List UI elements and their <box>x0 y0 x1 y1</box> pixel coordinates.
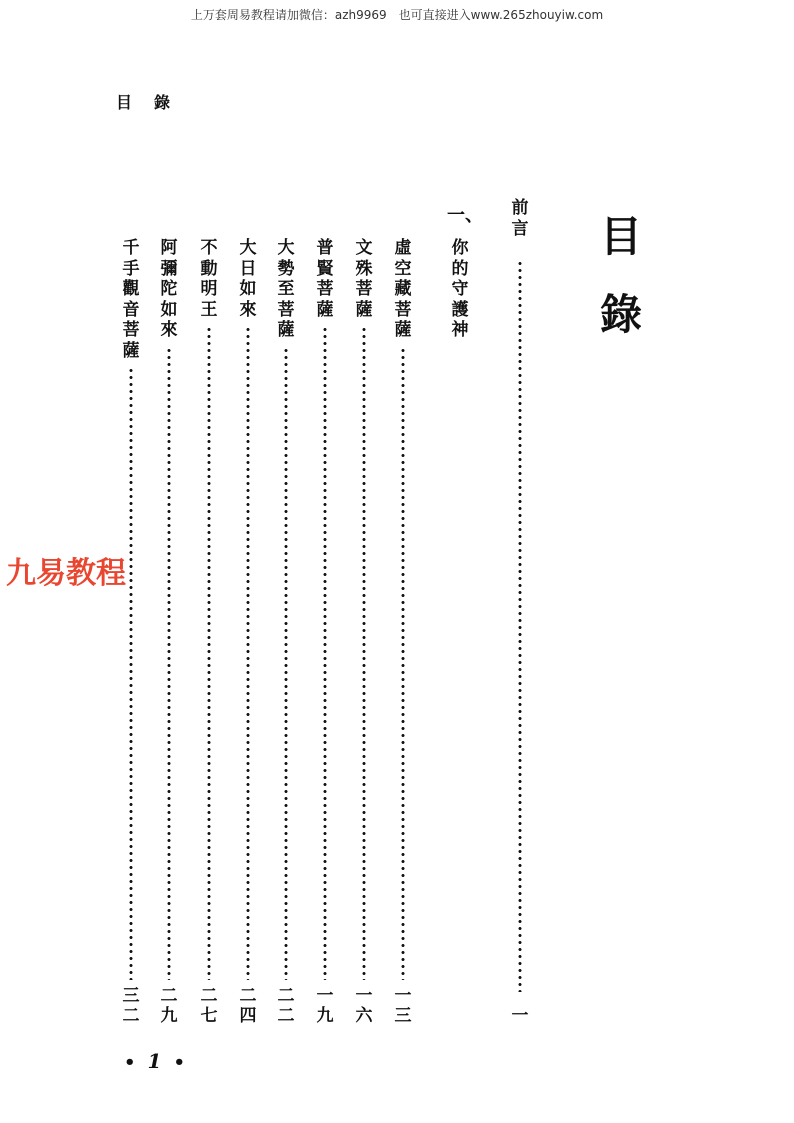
chapter-title: 你的守護神 <box>451 238 469 340</box>
toc-entry[interactable] <box>273 198 299 1026</box>
toc-entry-title: 不動明王 <box>200 238 218 320</box>
toc-entry[interactable] <box>235 198 261 1026</box>
dot-leader <box>167 347 171 981</box>
running-head: 目錄 <box>116 93 193 112</box>
toc-entry-page: 一六 <box>355 986 373 1026</box>
dot-leader <box>323 326 327 980</box>
dot-leader <box>362 326 366 980</box>
toc-entry-title: 大勢至菩薩 <box>277 238 295 340</box>
toc-entry-page: 二七 <box>200 986 218 1026</box>
toc-chapter-heading[interactable] <box>447 198 483 1026</box>
watermark-logo: 九易教程 <box>6 556 126 591</box>
dot-leader <box>246 326 250 980</box>
toc-entry[interactable] <box>312 198 338 1026</box>
toc-entry[interactable] <box>351 198 377 1026</box>
toc-entry[interactable] <box>118 198 144 1026</box>
toc-entry-page: 二九 <box>160 986 178 1026</box>
toc-entry-page: 一三 <box>394 986 412 1026</box>
toc-entry-page: 一九 <box>316 986 334 1026</box>
title-char: 錄 <box>599 290 642 339</box>
toc-entry-title: 文殊菩薩 <box>355 238 373 320</box>
download-banner: 上万套周易教程请加微信：azh9969 也可直接进入www.265zhouyiw.com <box>190 8 604 22</box>
toc-entry-preface[interactable] <box>507 198 533 1026</box>
dot-leader <box>129 367 133 980</box>
toc-entry-title: 前言 <box>511 198 529 239</box>
toc-entry-page: 二二 <box>277 986 295 1026</box>
toc-entry-page: 一 <box>511 1006 529 1026</box>
bullet-icon: • <box>173 1052 185 1073</box>
toc-entry-title: 普賢菩薩 <box>316 238 334 320</box>
toc-entry[interactable] <box>390 198 416 1026</box>
toc-entry[interactable] <box>156 198 182 1026</box>
toc-entry-title: 虛空藏菩薩 <box>394 238 412 340</box>
toc-entry-page: 二四 <box>239 986 257 1026</box>
toc-entry[interactable] <box>196 198 222 1026</box>
toc-entry-title: 千手觀音菩薩 <box>122 238 140 361</box>
dot-leader <box>401 347 405 981</box>
bullet-icon: • <box>124 1052 136 1073</box>
toc-entry-title: 大日如來 <box>239 238 257 320</box>
toc-entry-title: 阿彌陀如來 <box>160 238 178 340</box>
page-title <box>598 198 644 354</box>
page-number-value: 1 <box>147 1049 162 1073</box>
page-number <box>112 1049 197 1073</box>
toc-entry-page: 三二 <box>122 986 140 1026</box>
chapter-number: 一、 <box>447 205 483 226</box>
title-char: 目 <box>599 212 642 261</box>
dot-leader <box>207 326 211 980</box>
dot-leader <box>284 347 288 981</box>
dot-leader <box>518 260 522 992</box>
